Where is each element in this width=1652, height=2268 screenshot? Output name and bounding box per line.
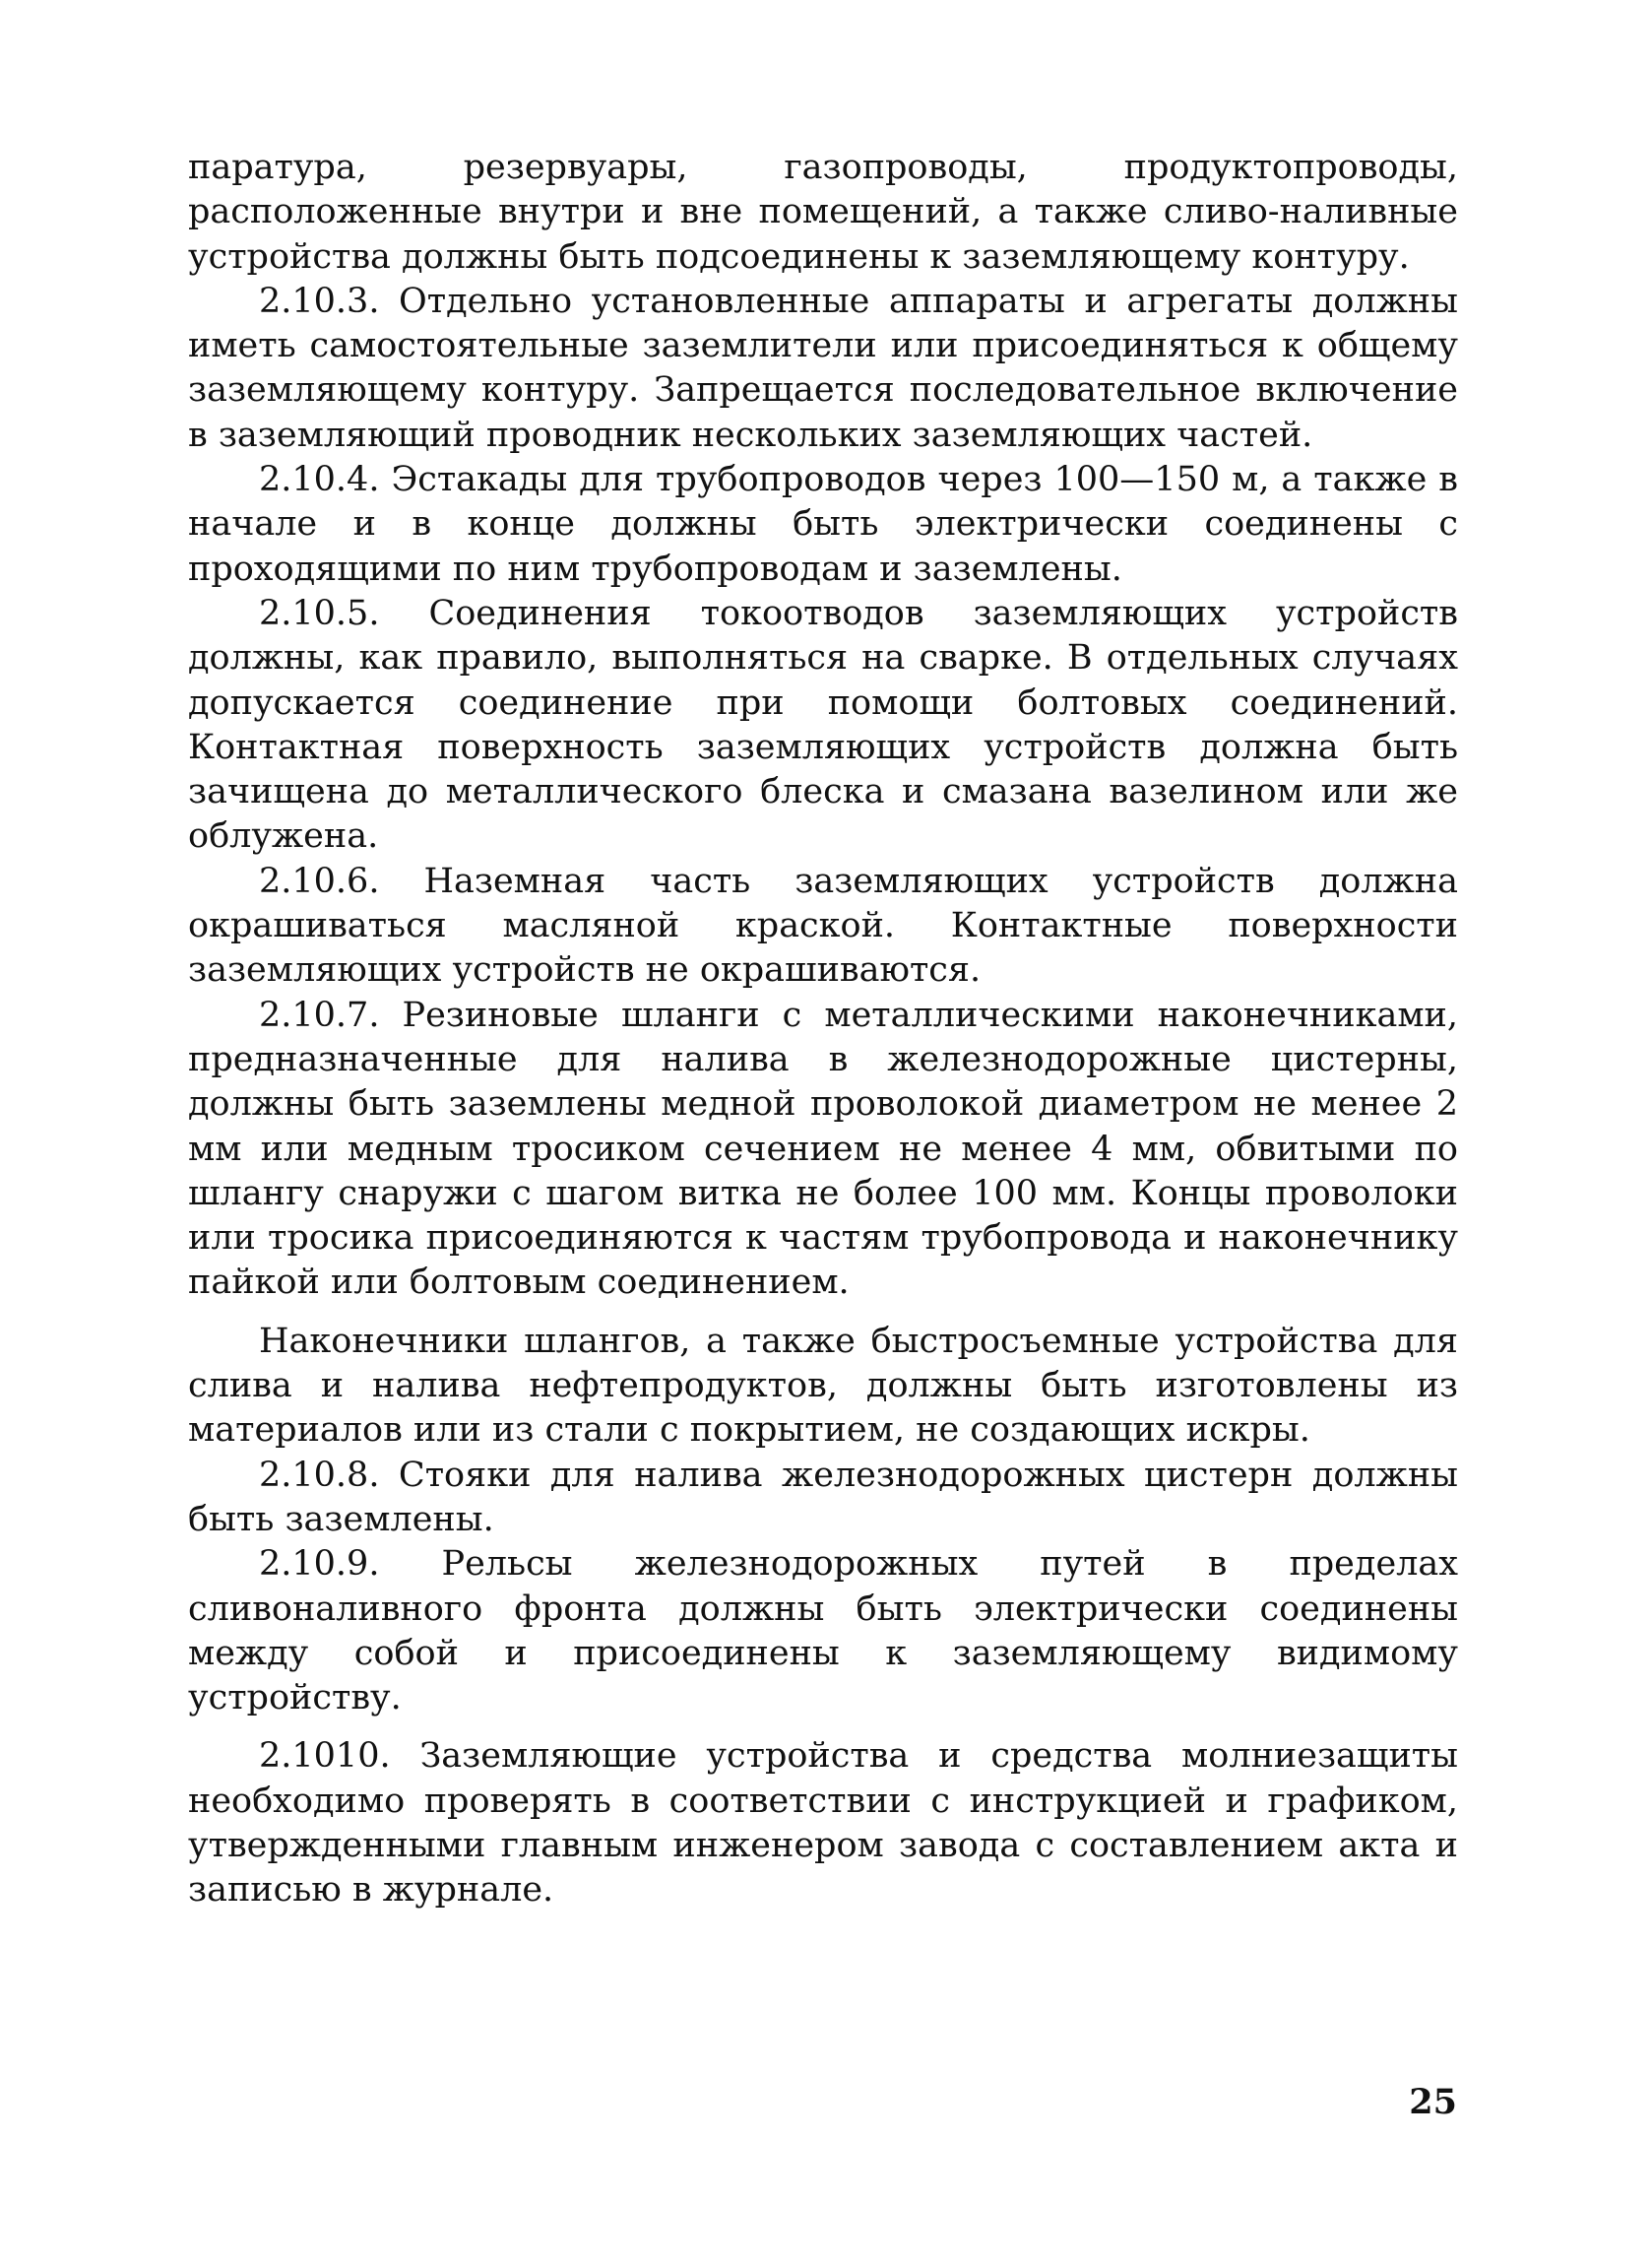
paragraph-2-10-6: 2.10.6. Наземная часть заземляющих устройств должна окрашиваться масляной краской. Контактные поверхности заземляющих устройств не окрашиваются. (188, 861, 1458, 991)
page-number: 25 (1409, 2082, 1457, 2122)
body-text (188, 146, 1458, 1913)
paragraph-2-10-9: 2.10.9. Рельсы железнодорожных путей в пределах сливоналивного фронта должны быть электрически соединены между собой и присоединены к заземляющему видимому устройству. (188, 1544, 1458, 1718)
paragraph-2-10-2-continued: паратура, резервуары, газопроводы, продуктопроводы, расположенные внутри и вне помещений, а также сливо-наливные устройства должны быть подсоединены к заземляющему контуру. (188, 148, 1458, 277)
paragraph-2-10-7: 2.10.7. Резиновые шланги с металлическими наконечниками, предназначенные для налива в железнодорожные цистерны, должны быть заземлены медной проволокой диаметром не менее 2 мм или медным тросиком сечением не менее 4 мм, обвитыми по шлангу снаружи с шагом витка не более 100 мм. Концы проволоки или тросика присоединяются к частям трубопровода и наконечнику пайкой или болтовым соединением. (188, 995, 1458, 1303)
paragraph-2-10-5: 2.10.5. Соединения токоотводов заземляющих устройств должны, как правило, выполняться на сварке. В отдельных случаях допускается соединение при помощи болтовых соединений. Контактная поверхность заземляющих устройств должна быть зачищена до металлического блеска и смазана вазелином или же облужена. (188, 593, 1458, 857)
paragraph-2-10-3: 2.10.3. Отдельно установленные аппараты и агрегаты должны иметь самостоятельные заземлители или присоединяться к общему заземляющему контуру. Запрещается последовательное включение в заземляющий проводник нескольких заземляющих частей. (188, 281, 1458, 455)
paragraph-2-10-10: 2.1010. Заземляющие устройства и средства молниезащиты необходимо проверять в соответствии с инструкцией и графиком, утвержденными главным инженером завода с составлением акта и записью в журнале. (188, 1736, 1458, 1911)
paragraph-2-10-8: 2.10.8. Стояки для налива железнодорожных цистерн должны быть заземлены. (188, 1455, 1458, 1539)
paragraph-2-10-7-tips: Наконечники шлангов, а также быстросъемные устройства для слива и налива нефтепродуктов, должны быть изготовлены из материалов или из стали с покрытием, не создающих искры. (188, 1321, 1458, 1451)
paragraph-2-10-4: 2.10.4. Эстакады для трубопроводов через 100—150 м, а также в начале и в конце должны быть электрически соединены с проходящими по ним трубопроводам и заземлены. (188, 460, 1458, 589)
